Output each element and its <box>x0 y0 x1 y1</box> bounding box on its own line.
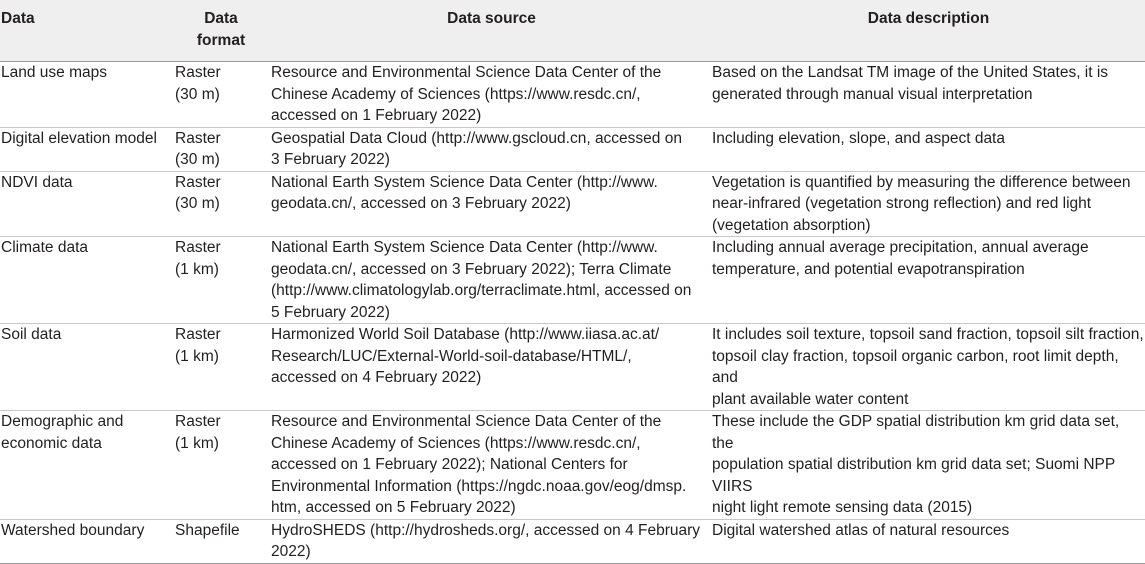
cell-data: Demographic and economic data <box>0 411 171 520</box>
cell-format: Raster (30 m) <box>171 62 271 128</box>
cell-data: Climate data <box>0 237 171 324</box>
cell-source: Resource and Environmental Science Data Center of the Chinese Academy of Sciences (https://www.resdc.cn/, accessed on 1 February 2022); National Centers for Environmental Information (https://ngdc.noaa.gov/eog/dmsp. htm, accessed on 5 February 2022) <box>271 411 712 520</box>
cell-format: Raster (1 km) <box>171 411 271 520</box>
table-row <box>0 171 1145 237</box>
table-row <box>0 519 1145 563</box>
cell-description: Including annual average precipitation, annual average temperature, and potential evapotranspiration <box>712 237 1145 324</box>
table-row <box>0 237 1145 324</box>
header-row <box>0 0 1145 62</box>
cell-description: These include the GDP spatial distribution km grid data set, the population spatial distribution km grid data set; Suomi NPP VIIRS night light remote sensing data (2015) <box>712 411 1145 520</box>
cell-source: Resource and Environmental Science Data Center of the Chinese Academy of Sciences (https://www.resdc.cn/, accessed on 1 February 2022) <box>271 62 712 128</box>
cell-source: Harmonized World Soil Database (http://www.iiasa.ac.at/ Research/LUC/External-World-soil-database/HTML/, accessed on 4 February 2022) <box>271 324 712 411</box>
cell-description: Digital watershed atlas of natural resources <box>712 519 1145 563</box>
cell-source: National Earth System Science Data Center (http://www. geodata.cn/, accessed on 3 February 2022); Terra Climate (http://www.climatologylab.org/terraclimate.html, accessed on 5 February 2022) <box>271 237 712 324</box>
cell-description: It includes soil texture, topsoil sand fraction, topsoil silt fraction, topsoil clay fraction, topsoil organic carbon, root limit depth, and plant available water content <box>712 324 1145 411</box>
cell-description: Based on the Landsat TM image of the United States, it is generated through manual visual interpretation <box>712 62 1145 128</box>
table-row <box>0 324 1145 411</box>
cell-source: Geospatial Data Cloud (http://www.gscloud.cn, accessed on 3 February 2022) <box>271 127 712 171</box>
cell-source: National Earth System Science Data Center (http://www. geodata.cn/, accessed on 3 February 2022) <box>271 171 712 237</box>
table-row <box>0 62 1145 128</box>
cell-format: Shapefile <box>171 519 271 563</box>
cell-description: Vegetation is quantified by measuring the difference between near-infrared (vegetation strong reflection) and red light (vegetation absorption) <box>712 171 1145 237</box>
cell-source: HydroSHEDS (http://hydrosheds.org/, accessed on 4 February 2022) <box>271 519 712 563</box>
cell-format: Raster (30 m) <box>171 171 271 237</box>
cell-description: Including elevation, slope, and aspect data <box>712 127 1145 171</box>
cell-data: NDVI data <box>0 171 171 237</box>
header-data: Data <box>0 0 171 62</box>
cell-format: Raster (30 m) <box>171 127 271 171</box>
cell-data: Land use maps <box>0 62 171 128</box>
cell-data: Watershed boundary <box>0 519 171 563</box>
header-data-source: Data source <box>271 0 712 62</box>
cell-format: Raster (1 km) <box>171 324 271 411</box>
table-row <box>0 411 1145 520</box>
table-row <box>0 127 1145 171</box>
cell-data: Digital elevation model <box>0 127 171 171</box>
cell-format: Raster (1 km) <box>171 237 271 324</box>
cell-data: Soil data <box>0 324 171 411</box>
header-data-format: Data format <box>171 0 271 62</box>
header-data-description: Data description <box>712 0 1145 62</box>
